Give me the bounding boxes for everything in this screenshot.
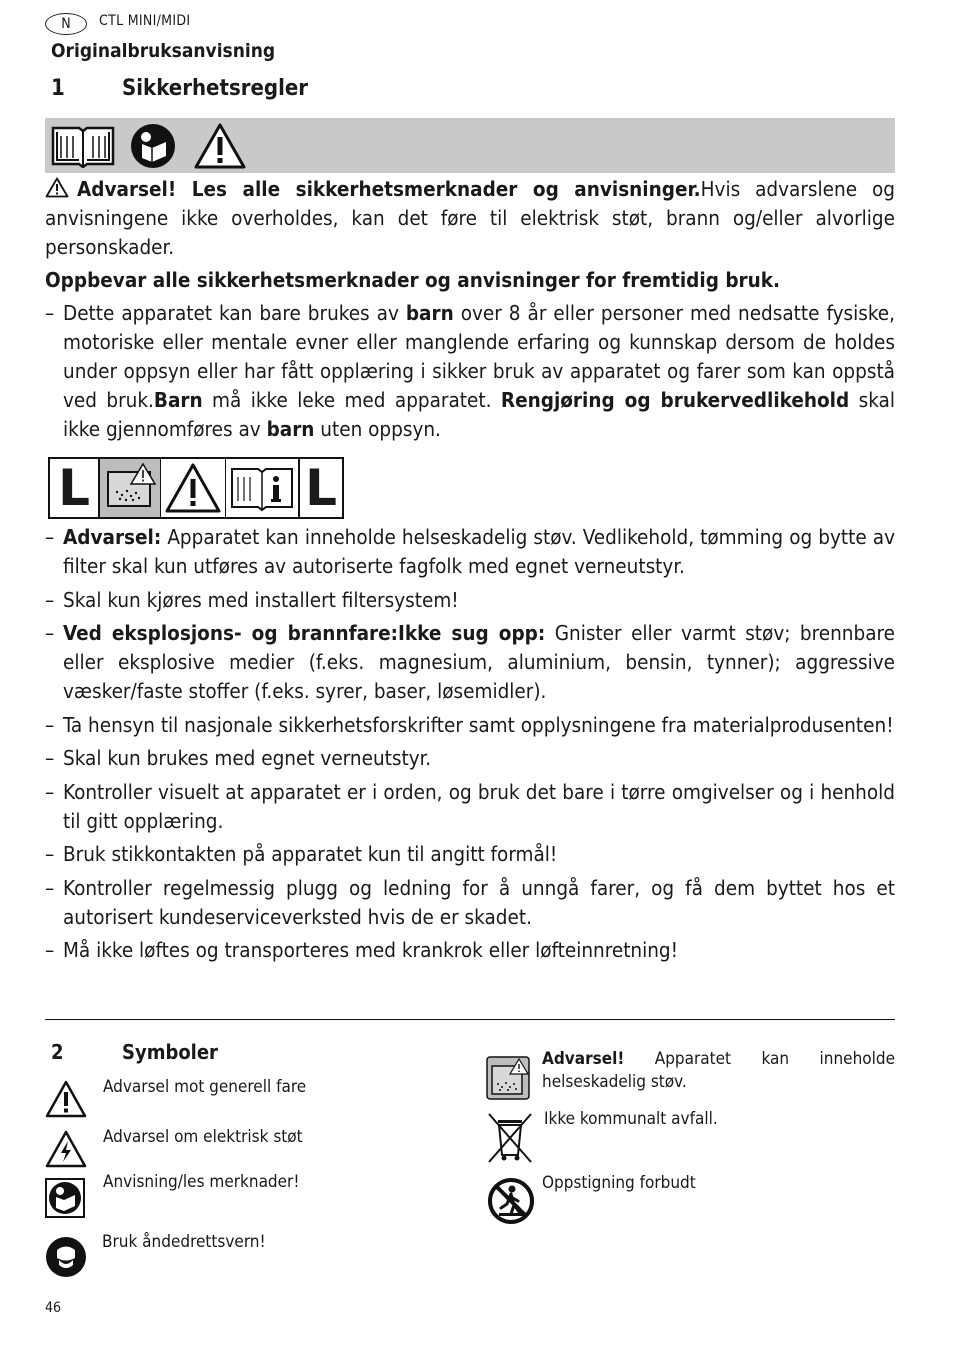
dust-hazard-icon [100, 459, 161, 517]
dust-class-l-left: L [50, 459, 100, 517]
section-divider [45, 1019, 895, 1020]
dust-class-l-right: L [305, 459, 337, 517]
list-item: – Ved eksplosjons- og brannfare:Ikke sug opp: Gnister eller varmt støv; brennbare eller eksplosive medier (f.eks. magnesium, aluminium, bensin, tynner); aggressive væsker/faste stoffer (f.eks. syrer, baser, løsemidler). [45, 619, 895, 706]
product-name: CTL MINI/MIDI [99, 13, 191, 29]
section-title: Sikkerhetsregler [122, 76, 309, 101]
list-item: – Ta hensyn til nasjonale sikkerhetsforskrifter samt opplysningene fra materialprodusenten! [45, 711, 895, 740]
general-warning-icon [45, 1080, 87, 1118]
symbol-label: Advarsel om elektrisk støt [103, 1127, 303, 1147]
list-item: – Kontroller regelmessig plugg og ledning for å unngå farer, og få dem byttet hos et autorisert kundeserviceverksted hvis de er skadet. [45, 874, 895, 932]
respirator-icon [45, 1236, 87, 1278]
warning-bold: Advarsel! Les alle sikkerhetsmerknader og anvisninger. [77, 177, 701, 201]
read-manual-icon [45, 1178, 85, 1218]
weee-bin-icon [486, 1112, 534, 1164]
list-item: – Skal kun brukes med egnet verneutstyr. [45, 744, 895, 773]
page-number: 46 [45, 1300, 62, 1316]
warning-paragraph [45, 175, 895, 262]
safety-list [45, 523, 895, 970]
symbol-label: Anvisning/les merknader! [103, 1172, 300, 1192]
list-item: – Dette apparatet kan bare brukes av barn over 8 år eller personer med nedsatte fysiske, motoriske eller mentale evner eller manglende erfaring og kunnskap dersom de holdes under oppsyn eller har fått opplæring i sikker bruk av apparatet og farer som kan oppstå ved bruk.Barn må ikke leke med apparatet. Rengjøring og brukervedlikehold skal ikke gjennomføres av barn uten oppsyn. [45, 299, 895, 444]
language-badge: N [45, 13, 87, 35]
list-item: – Skal kun kjøres med installert filtersystem! [45, 586, 895, 615]
read-manual-icon [129, 122, 177, 170]
symbol-label: Advarsel mot generell fare [103, 1077, 307, 1097]
no-climbing-icon [487, 1177, 535, 1225]
safety-icon-bar [45, 118, 895, 173]
dust-class-icon-strip [48, 457, 344, 519]
info-manual-icon [226, 459, 300, 517]
section-number: 2 [51, 1040, 64, 1064]
warning-text: Hvis advarslene og anvisningene ikke overholdes, kan det føre til elektrisk støt, brann og/eller alvorlige personskader. [45, 177, 895, 259]
list-item: – Bruk stikkontakten på apparatet kun til angitt formål! [45, 840, 895, 869]
symbol-label: Bruk åndedrettsvern! [102, 1232, 266, 1252]
dust-hazard-icon [486, 1056, 530, 1100]
warning-triangle-icon [161, 459, 226, 517]
electric-shock-icon [45, 1130, 87, 1168]
children-list [45, 299, 895, 449]
warning-triangle-icon [193, 122, 247, 170]
section-title: Symboler [122, 1040, 218, 1064]
symbol-label: Advarsel! Apparatet kan inneholde helseskadelig støv. [542, 1049, 895, 1092]
warning-triangle-icon [45, 177, 69, 198]
document-title: Originalbruksanvisning [51, 40, 276, 62]
symbol-label: Ikke kommunalt avfall. [544, 1109, 718, 1129]
keep-instructions: Oppbevar alle sikkerhetsmerknader og anvisninger for fremtidig bruk. [45, 268, 781, 292]
manual-book-icon [49, 122, 117, 168]
symbol-label: Oppstigning forbudt [542, 1173, 696, 1193]
list-item: – Må ikke løftes og transporteres med krankrok eller løfteinnretning! [45, 936, 895, 965]
list-item: – Kontroller visuelt at apparatet er i orden, og bruk det bare i tørre omgivelser og i henhold til gitt opplæring. [45, 778, 895, 836]
list-item: – Advarsel: Apparatet kan inneholde helseskadelig støv. Vedlikehold, tømming og bytte av filter skal kun utføres av autoriserte fagfolk med egnet verneutstyr. [45, 523, 895, 581]
section-number: 1 [51, 76, 65, 101]
